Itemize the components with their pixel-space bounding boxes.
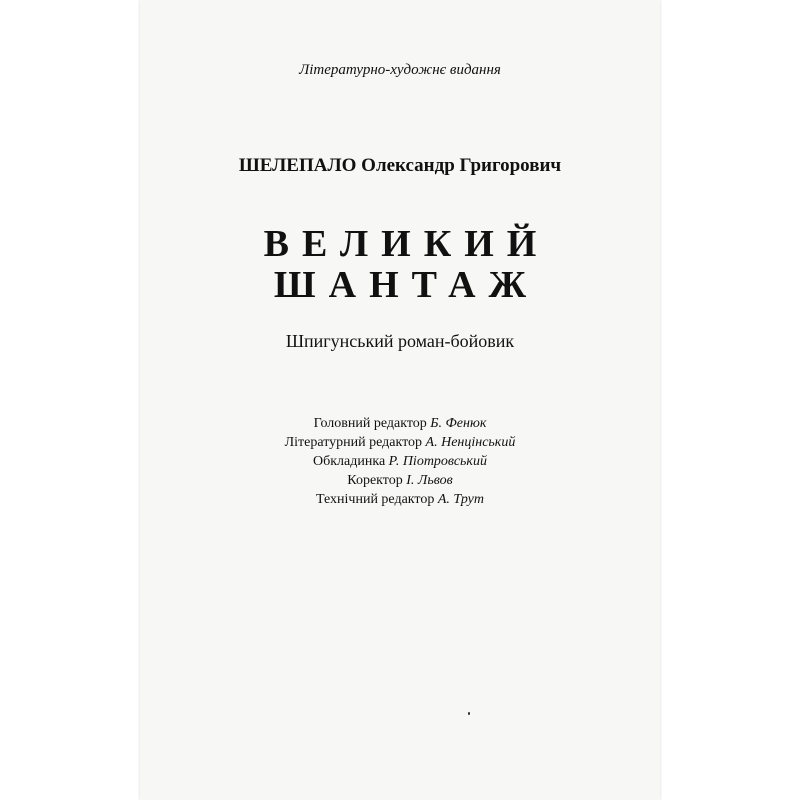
credit-role: Головний редактор xyxy=(313,416,427,431)
credit-cover xyxy=(140,452,660,471)
credit-person: І. Львов xyxy=(406,473,453,488)
credit-role: Технічний редактор xyxy=(315,492,435,507)
author-name: ШЕЛЕПАЛО Олександр Григорович xyxy=(238,155,562,176)
credit-role: Літературний редактор xyxy=(284,435,423,450)
credit-person: А. Ненцінський xyxy=(425,435,516,450)
credit-literary-editor xyxy=(140,433,660,452)
publication-type: Літературно-художнє видання xyxy=(299,62,501,78)
credit-person: Б. Фенюк xyxy=(430,416,487,431)
book-subtitle: Шпигунський роман-бойовик xyxy=(285,331,515,351)
credit-person: А. Трут xyxy=(437,492,484,507)
credit-technical-editor xyxy=(140,490,660,509)
credit-person: Р. Піотровський xyxy=(388,454,487,469)
editorial-credits xyxy=(140,414,660,509)
book-title-line-2: ШАНТАЖ xyxy=(273,264,540,306)
credit-proofreader xyxy=(140,471,660,490)
credit-chief-editor xyxy=(140,414,660,433)
credit-role: Коректор xyxy=(347,473,403,488)
ink-speck xyxy=(468,712,470,715)
book-title-line-1: ВЕЛИКИЙ xyxy=(263,223,550,265)
credit-role: Обкладинка xyxy=(313,454,386,469)
book-page xyxy=(140,0,660,800)
